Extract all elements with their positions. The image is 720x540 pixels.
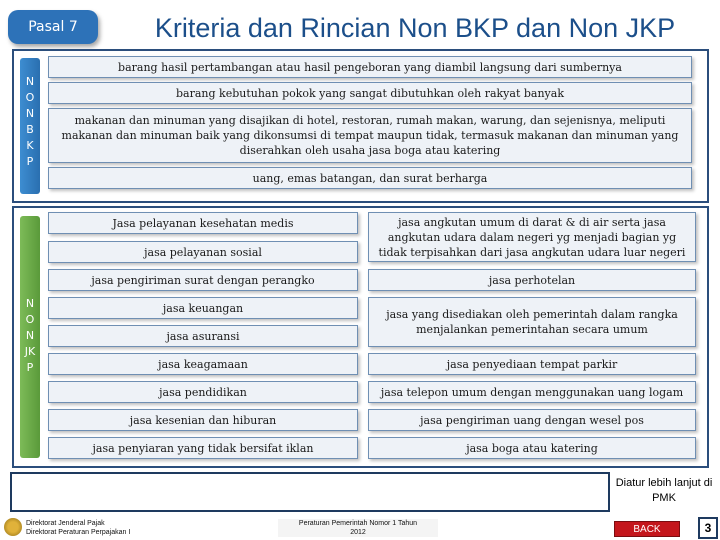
non-jkp-item: jasa pendidikan xyxy=(48,381,358,403)
side-letter: JK xyxy=(24,345,36,358)
non-jkp-item: jasa telepon umum dengan menggunakan uang logam xyxy=(368,381,696,403)
footer-org-line: Direktorat Jenderal Pajak xyxy=(26,520,105,527)
notes-box xyxy=(10,472,610,512)
non-jkp-item: jasa keuangan xyxy=(48,297,358,319)
footer-reg-line: 2012 xyxy=(350,529,366,536)
non-jkp-item: jasa keagamaan xyxy=(48,353,358,375)
side-letter: K xyxy=(26,139,34,152)
non-jkp-item: jasa pengiriman surat dengan perangko xyxy=(48,269,358,291)
side-letter: O xyxy=(25,313,35,326)
side-letter: P xyxy=(26,361,34,374)
non-jkp-side-label xyxy=(20,216,40,458)
non-jkp-item: Jasa pelayanan kesehatan medis xyxy=(48,212,358,234)
non-jkp-item: jasa pengiriman uang dengan wesel pos xyxy=(368,409,696,431)
djp-logo-icon xyxy=(4,518,22,536)
non-jkp-item: jasa pelayanan sosial xyxy=(48,241,358,263)
non-bkp-side-label xyxy=(20,58,40,194)
side-letter: N xyxy=(25,75,35,88)
side-letter: O xyxy=(25,91,35,104)
non-jkp-item: jasa angkutan umum di darat & di air serta jasa angkutan udara dalam negeri yg menjadi bagian yg tidak terpisahkan dari jasa angkutan udara luar negeri xyxy=(368,212,696,262)
footer-org-line: Direktorat Peraturan Perpajakan I xyxy=(26,529,131,536)
footer-reg-line: Peraturan Pemerintah Nomor 1 Tahun xyxy=(298,520,418,527)
non-bkp-item: barang hasil pertambangan atau hasil pengeboran yang diambil langsung dari sumbernya xyxy=(48,56,692,78)
non-jkp-item: jasa perhotelan xyxy=(368,269,696,291)
non-jkp-item: jasa penyediaan tempat parkir xyxy=(368,353,696,375)
pasal-label: Pasal 7 xyxy=(8,10,98,44)
side-letter: P xyxy=(26,155,34,168)
non-jkp-item: jasa kesenian dan hiburan xyxy=(48,409,358,431)
side-letter: B xyxy=(26,123,34,136)
non-bkp-item: uang, emas batangan, dan surat berharga xyxy=(48,167,692,189)
pmk-note: Diatur lebih lanjut di PMK xyxy=(615,477,713,504)
side-letter: N xyxy=(25,329,35,342)
footer-regulation xyxy=(278,519,438,537)
non-bkp-item: makanan dan minuman yang disajikan di hotel, restoran, rumah makan, warung, dan sejenisnya, meliputi makanan dan minuman baik yang dikonsumsi di tempat maupun tidak, termasuk makanan dan minuman yang diserahkan oleh usaha jasa boga atau katering xyxy=(48,108,692,163)
footer-organization xyxy=(26,519,186,537)
non-jkp-item: jasa asuransi xyxy=(48,325,358,347)
side-letter: N xyxy=(25,107,35,120)
non-jkp-item: jasa penyiaran yang tidak bersifat iklan xyxy=(48,437,358,459)
page-number: 3 xyxy=(698,517,718,539)
slide-title: Kriteria dan Rincian Non BKP dan Non JKP xyxy=(154,13,676,43)
side-letter: N xyxy=(25,297,35,310)
non-bkp-item: barang kebutuhan pokok yang sangat dibutuhkan oleh rakyat banyak xyxy=(48,82,692,104)
back-button[interactable]: BACK xyxy=(614,521,680,537)
non-jkp-item: jasa yang disediakan oleh pemerintah dalam rangka menjalankan pemerintahan secara umum xyxy=(368,297,696,347)
non-jkp-item: jasa boga atau katering xyxy=(368,437,696,459)
